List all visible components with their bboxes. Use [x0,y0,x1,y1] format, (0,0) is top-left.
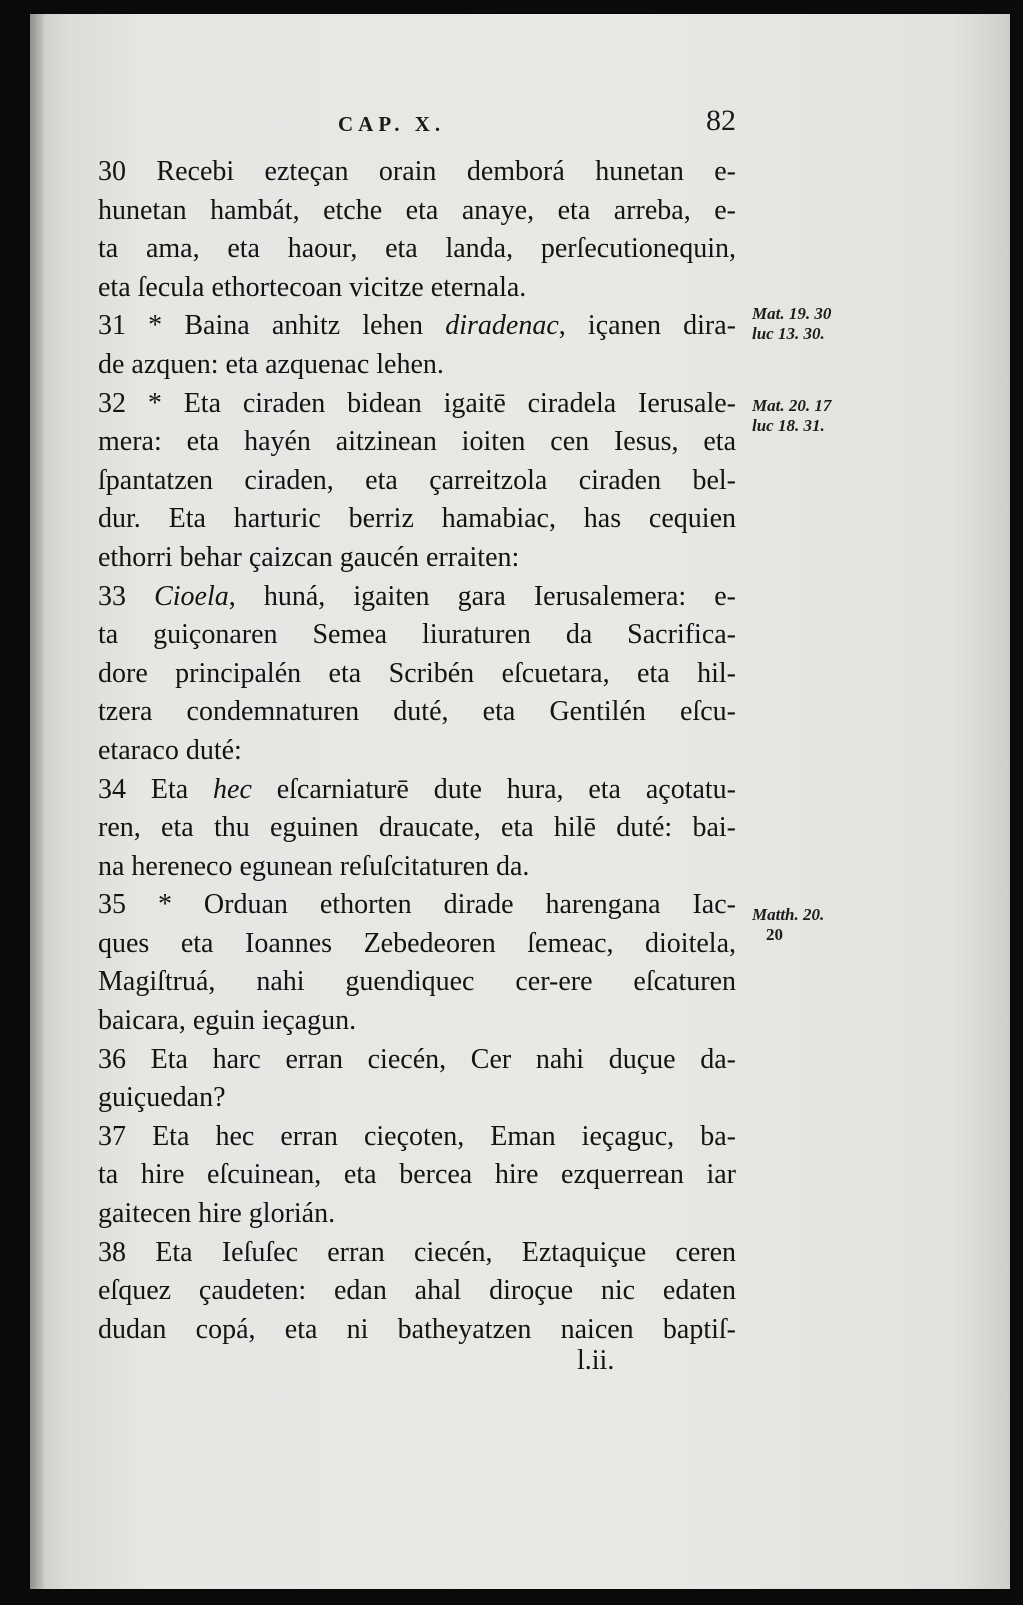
text-line: 32 * Eta ciraden bidean igaitē ciradela Ierusale- [98,387,736,419]
margin-note-line: Mat. 20. 17 [752,396,832,415]
text-line: ren, eta thu eguinen draucate, eta hilē duté: bai- [98,812,736,844]
text-line: na hereneco egunean reſuſcitaturen da. [98,850,530,882]
text-line: 30 Recebi ezteçan orain demborá hunetan e- [98,156,736,187]
book-spine-shadow [30,14,44,1589]
text-line: Magiſtruá, nahi guendiquec cer-ere eſcaturen [98,966,736,998]
italic-word: hec [213,773,252,805]
margin-note-line: luc 13. 30. [752,324,825,343]
italic-word: Cioela [154,580,229,612]
text-line: eta ſecula ethortecoan vicitze eternala. [98,271,527,303]
margin-note-matth-20 [752,905,824,945]
text-line: gaitecen hire glorián. [98,1198,336,1230]
text-line: mera: eta hayén aitzinean ioiten cen Iesus, eta [98,426,736,458]
text-line: 31 * Baina anhitz lehen diradenac, içanen dira- [98,310,736,342]
text-line: ethorri behar çaizcan gaucén erraiten: [98,541,520,573]
margin-note-line: 20 [766,925,783,944]
text-line: ta ama, eta haour, eta landa, perſecutionequin, [98,233,736,265]
text-line: ques eta Ioannes Zebedeoren ſemeac, dioitela, [98,927,736,959]
signature-mark: l.ii. [577,1345,615,1376]
italic-word: diradenac [445,310,559,342]
text-line: ta guiçonaren Semea liuraturen da Sacrifica- [98,619,736,651]
margin-note-line: luc 18. 31. [752,416,825,435]
text-line: dur. Eta harturic berriz hamabiac, has cequien [98,503,736,535]
text-line: hunetan hambát, etche eta anaye, eta arreba, e- [98,194,736,226]
text-line: 33 Cioela, huná, igaiten gara Ierusalemera: e- [98,580,736,612]
margin-note-mat-20 [752,396,831,436]
text-line: 38 Eta Ieſuſec erran ciecén, Eztaquiçue ceren [98,1236,736,1268]
text-line: de azquen: eta azquenac lehen. [98,348,444,380]
margin-note-line: Mat. 19. 30 [752,304,832,323]
text-line: 35 * Orduan ethorten dirade harengana Iac- [98,889,736,921]
text-line: ſpantatzen ciraden, eta çarreitzola ciraden bel- [98,464,736,496]
text-line: 36 Eta harc erran ciecén, Cer nahi duçue da- [98,1043,736,1075]
text-line: tzera condemnaturen duté, eta Gentilén eſcu- [98,696,736,728]
running-head: CAP. X. [338,112,446,136]
text-line: baicara, eguin ieçagun. [98,1005,357,1037]
margin-note-mat-19 [752,304,831,344]
text-line: ta hire eſcuinean, eta bercea hire ezquerrean iar [98,1159,736,1191]
page-number: 82 [706,104,736,137]
text-line: dudan copá, eta ni batheyatzen naicen baptiſ- [98,1313,736,1345]
text-line: 34 Eta hec eſcarniaturē dute hura, eta açotatu- [98,773,736,805]
text-line: dore principalén eta Scribén eſcuetara, eta hil- [98,657,736,689]
text-line: eſquez çaudeten: edan ahal diroçue nic edaten [98,1275,736,1307]
text-line: guiçuedan? [98,1082,226,1114]
margin-note-line: Matth. 20. [752,905,825,924]
page-header [98,104,736,144]
text-line: etaraco duté: [98,734,242,766]
body-text [98,153,736,1349]
text-line: 37 Eta hec erran cieçoten, Eman ieçaguc, ba- [98,1120,736,1152]
